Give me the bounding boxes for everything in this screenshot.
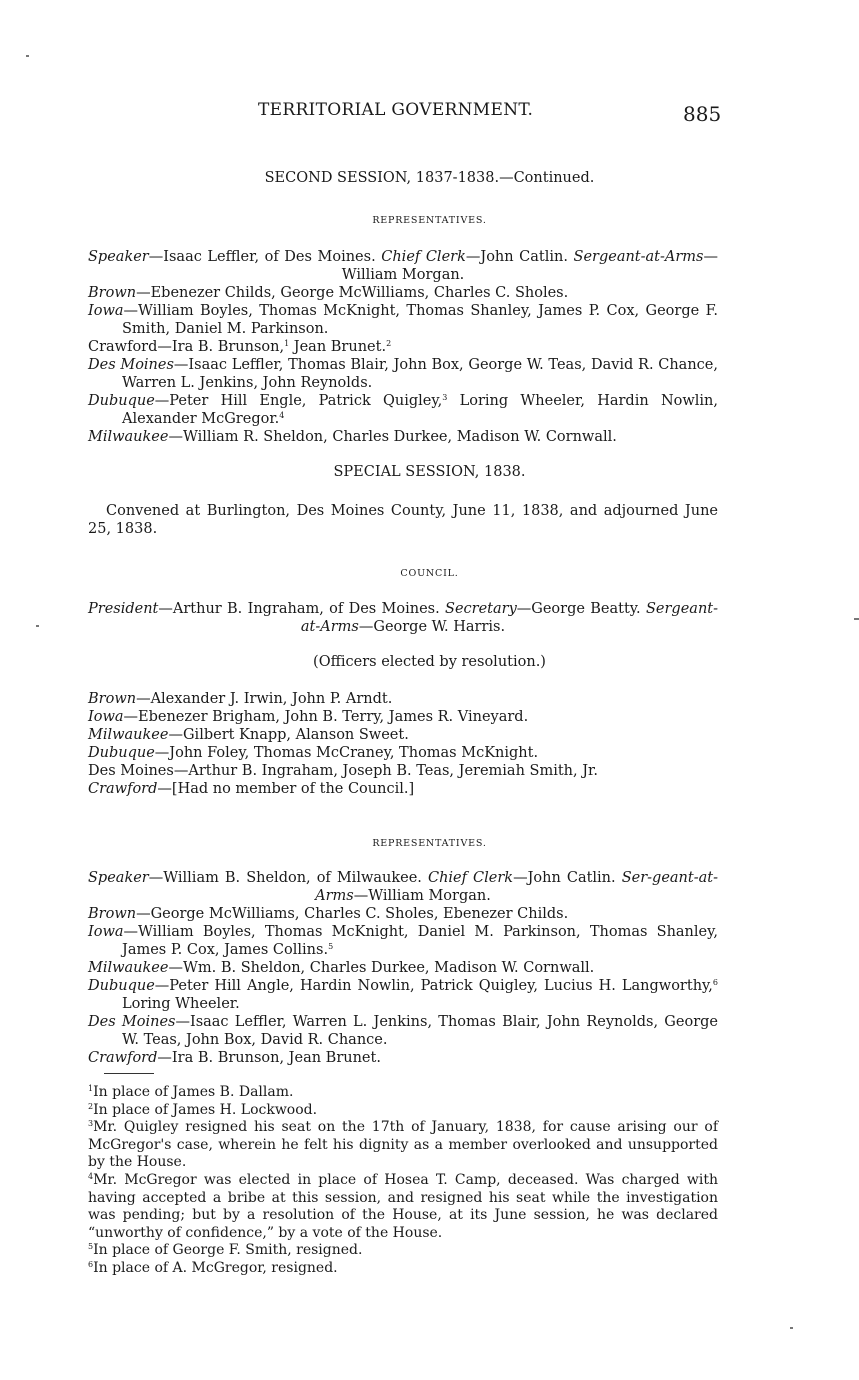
officers-line: Speaker—Isaac Leffler, of Des Moines. Chief Clerk—John Catlin. Sergeant-at-Arms—William Morgan. — [88, 249, 718, 283]
council-officers: President—Arthur B. Ingraham, of Des Moines. Secretary—George Beatty. Sergeant-at-Arms—George W. Harris. — [88, 601, 719, 635]
county-entry: Milwaukee—Wm. B. Sheldon, Charles Durkee, Madison W. Cornwall. — [88, 960, 595, 976]
second-session-title: SECOND SESSION, 1837-1838.—Continued. — [264, 170, 595, 186]
county-entry: Crawford—[Had no member of the Council.] — [88, 781, 415, 797]
special-session-title: SPECIAL SESSION, 1838. — [333, 464, 526, 480]
council-members — [88, 690, 718, 798]
special-session-representatives — [88, 869, 718, 1067]
county-entry: Milwaukee—Gilbert Knapp, Alanson Sweet. — [88, 727, 409, 743]
county-entry: Iowa—Ebenezer Brigham, John B. Terry, James R. Vineyard. — [88, 709, 529, 725]
county-entry: Milwaukee—William R. Sheldon, Charles Durkee, Madison W. Cornwall. — [88, 429, 617, 445]
scan-speck — [854, 618, 859, 620]
county-entry: Dubuque—Peter Hill Engle, Patrick Quigley,$^3$ Loring Wheeler, Hardin Nowlin, Alexander McGregor.$^4$ — [88, 393, 718, 427]
footnote-ref: 4 — [279, 411, 285, 420]
running-title: TERRITORIAL GOVERNMENT. — [258, 100, 534, 120]
footnote-rule — [104, 1073, 154, 1074]
county-entry: Des Moines—Isaac Leffler, Thomas Blair, John Box, George W. Teas, David R. Chance, Warren L. Jenkins, John Reynolds. — [88, 357, 718, 391]
county-entry: Crawford—Ira B. Brunson,$^1$ Jean Brunet.$^2$ — [88, 339, 392, 355]
county-entry: Dubuque—Peter Hill Angle, Hardin Nowlin, Patrick Quigley, Lucius H. Langworthy,$^6$ Loring Wheeler. — [88, 978, 718, 1012]
county-entry: Crawford—Ira B. Brunson, Jean Brunet. — [88, 1050, 381, 1066]
footnote-ref: 3 — [442, 393, 448, 402]
county-entry: Des Moines—Isaac Leffler, Warren L. Jenkins, Thomas Blair, John Reynolds, George W. Teas, John Box, David R. Chance. — [88, 1014, 718, 1048]
county-entry: Brown—Ebenezer Childs, George McWilliams, Charles C. Sholes. — [88, 285, 569, 301]
officers-line: Speaker—William B. Sheldon, of Milwaukee. Chief Clerk—John Catlin. Ser-geant-at-Arms—William Morgan. — [88, 870, 718, 904]
county-entry: Iowa—William Boyles, Thomas McKnight, Daniel M. Parkinson, Thomas Shanley, James P. Cox, James Collins.$^5$ — [88, 924, 718, 958]
council-heading: COUNCIL. — [400, 568, 459, 579]
county-entry: Des Moines—Arthur B. Ingraham, Joseph B. Teas, Jeremiah Smith, Jr. — [88, 763, 598, 779]
special-representatives-heading: REPRESENTATIVES. — [372, 838, 487, 849]
county-entry: Brown—Alexander J. Irwin, John P. Arndt. — [88, 691, 393, 707]
footnote: $^1$In place of James B. Dallam. — [88, 1084, 294, 1100]
footnote: $^3$Mr. Quigley resigned his seat on the 17th of January, 1838, for cause arising our of McGregor's case, wherein he felt his dignity as a member overlooked and unsupported by the House. — [88, 1119, 718, 1171]
footnote-ref: 2 — [386, 339, 392, 348]
page-number: 885 — [683, 102, 722, 126]
county-entry: Dubuque—John Foley, Thomas McCraney, Thomas McKnight. — [88, 745, 539, 761]
footnote: $^6$In place of A. McGregor, resigned. — [88, 1259, 338, 1276]
scan-speck — [36, 625, 39, 627]
footnote: $^4$Mr. McGregor was elected in place of Hosea T. Camp, deceased. Was charged with having accepted a bribe at this session, and resigned his seat while the investigation was pending; but by a resolution of the House, at its June session, he was declared “unworthy of confidence,” by a vote of the House. — [88, 1171, 718, 1241]
footnote-ref: 5 — [328, 942, 334, 951]
county-entry: Brown—George McWilliams, Charles C. Sholes, Ebenezer Childs. — [88, 906, 569, 922]
scan-speck — [790, 1327, 793, 1329]
officers-note: (Officers elected by resolution.) — [313, 654, 546, 670]
second-session-representatives — [88, 248, 718, 446]
footnote: $^2$In place of James H. Lockwood. — [88, 1101, 318, 1118]
footnotes — [88, 1084, 718, 1278]
county-entry: Iowa—William Boyles, Thomas McKnight, Thomas Shanley, James P. Cox, George F. Smith, Daniel M. Parkinson. — [88, 303, 718, 337]
footnote-ref: 6 — [712, 978, 718, 987]
scan-speck — [26, 55, 29, 57]
representatives-heading: REPRESENTATIVES. — [372, 215, 487, 226]
footnote: $^5$In place of George F. Smith, resigned. — [88, 1242, 363, 1259]
convened-paragraph: Convened at Burlington, Des Moines County, June 11, 1838, and adjourned June 25, 1838. — [88, 503, 718, 537]
footnote-ref: 1 — [284, 339, 290, 348]
